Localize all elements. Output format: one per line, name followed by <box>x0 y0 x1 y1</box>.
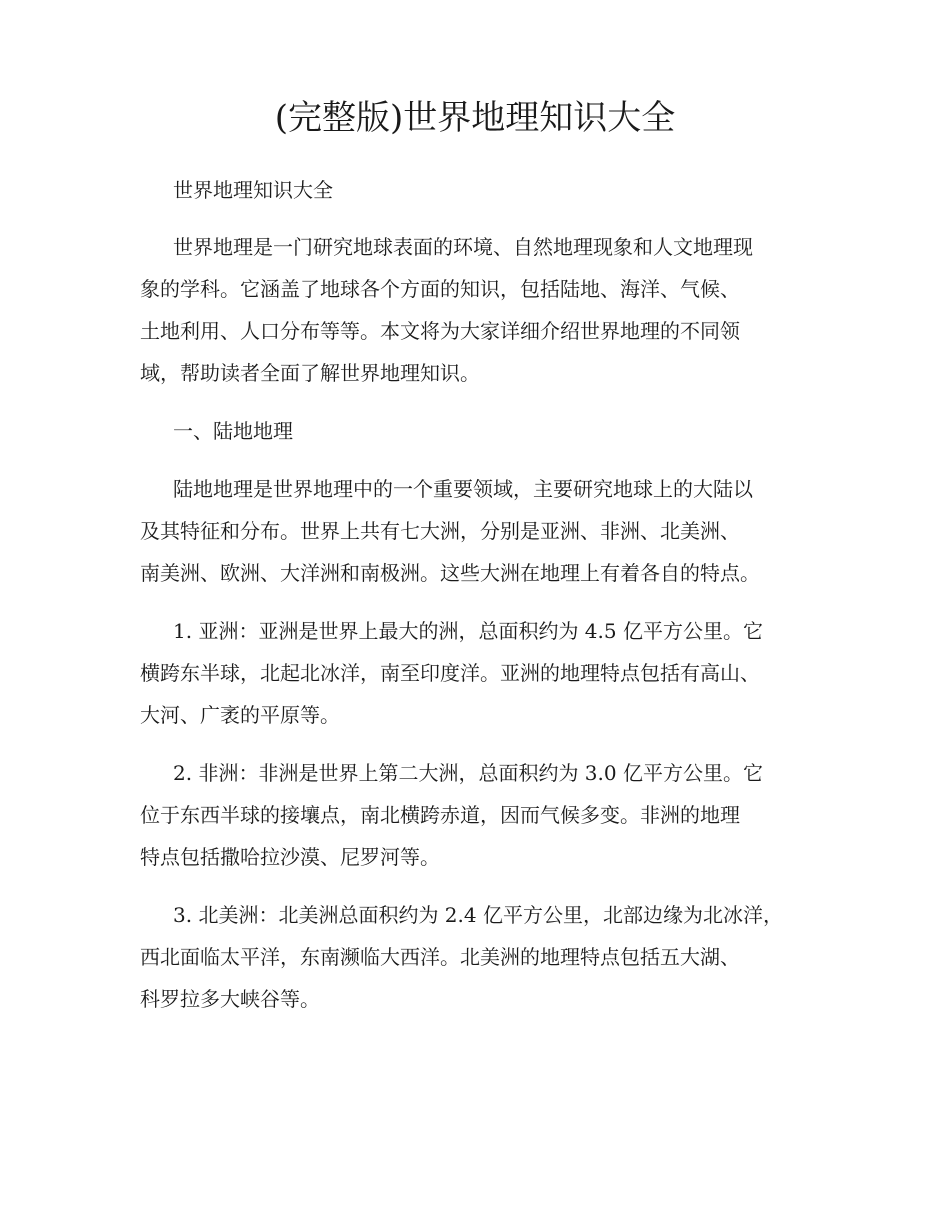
item-1-line: 1. 亚洲：亚洲是世界上最大的洲，总面积约为 4.5 亿平方公里。它 <box>173 619 763 643</box>
intro-line: 世界地理是一门研究地球表面的环境、自然地理现象和人文地理现 <box>173 235 753 259</box>
section-line: 陆地地理是世界地理中的一个重要领域，主要研究地球上的大陆以 <box>173 477 753 501</box>
item-1-line: 横跨东半球，北起北冰洋，南至印度洋。亚洲的地理特点包括有高山、 <box>140 661 760 685</box>
subtitle: 世界地理知识大全 <box>173 178 333 202</box>
section-line: 及其特征和分布。世界上共有七大洲，分别是亚洲、非洲、北美洲、 <box>140 519 740 543</box>
item-2-line: 特点包括撒哈拉沙漠、尼罗河等。 <box>140 845 440 869</box>
item-1-line: 大河、广袤的平原等。 <box>140 703 340 727</box>
item-3-line: 西北面临太平洋，东南濒临大西洋。北美洲的地理特点包括五大湖、 <box>140 945 740 969</box>
page-title: (完整版)世界地理知识大全 <box>274 98 676 138</box>
section-heading: 一、陆地地理 <box>173 419 293 443</box>
section-line: 南美洲、欧洲、大洋洲和南极洲。这些大洲在地理上有着各自的特点。 <box>140 561 760 585</box>
item-2-line: 2. 非洲：非洲是世界上第二大洲，总面积约为 3.0 亿平方公里。它 <box>173 761 763 785</box>
intro-line: 土地利用、人口分布等等。本文将为大家详细介绍世界地理的不同领 <box>140 319 740 343</box>
item-2-line: 位于东西半球的接壤点，南北横跨赤道，因而气候多变。非洲的地理 <box>140 803 740 827</box>
intro-line: 象的学科。它涵盖了地球各个方面的知识，包括陆地、海洋、气候、 <box>140 277 740 301</box>
intro-line: 域，帮助读者全面了解世界地理知识。 <box>140 361 480 385</box>
item-3-line: 3. 北美洲：北美洲总面积约为 2.4 亿平方公里，北部边缘为北冰洋， <box>173 903 783 927</box>
item-3-line: 科罗拉多大峡谷等。 <box>140 987 320 1011</box>
